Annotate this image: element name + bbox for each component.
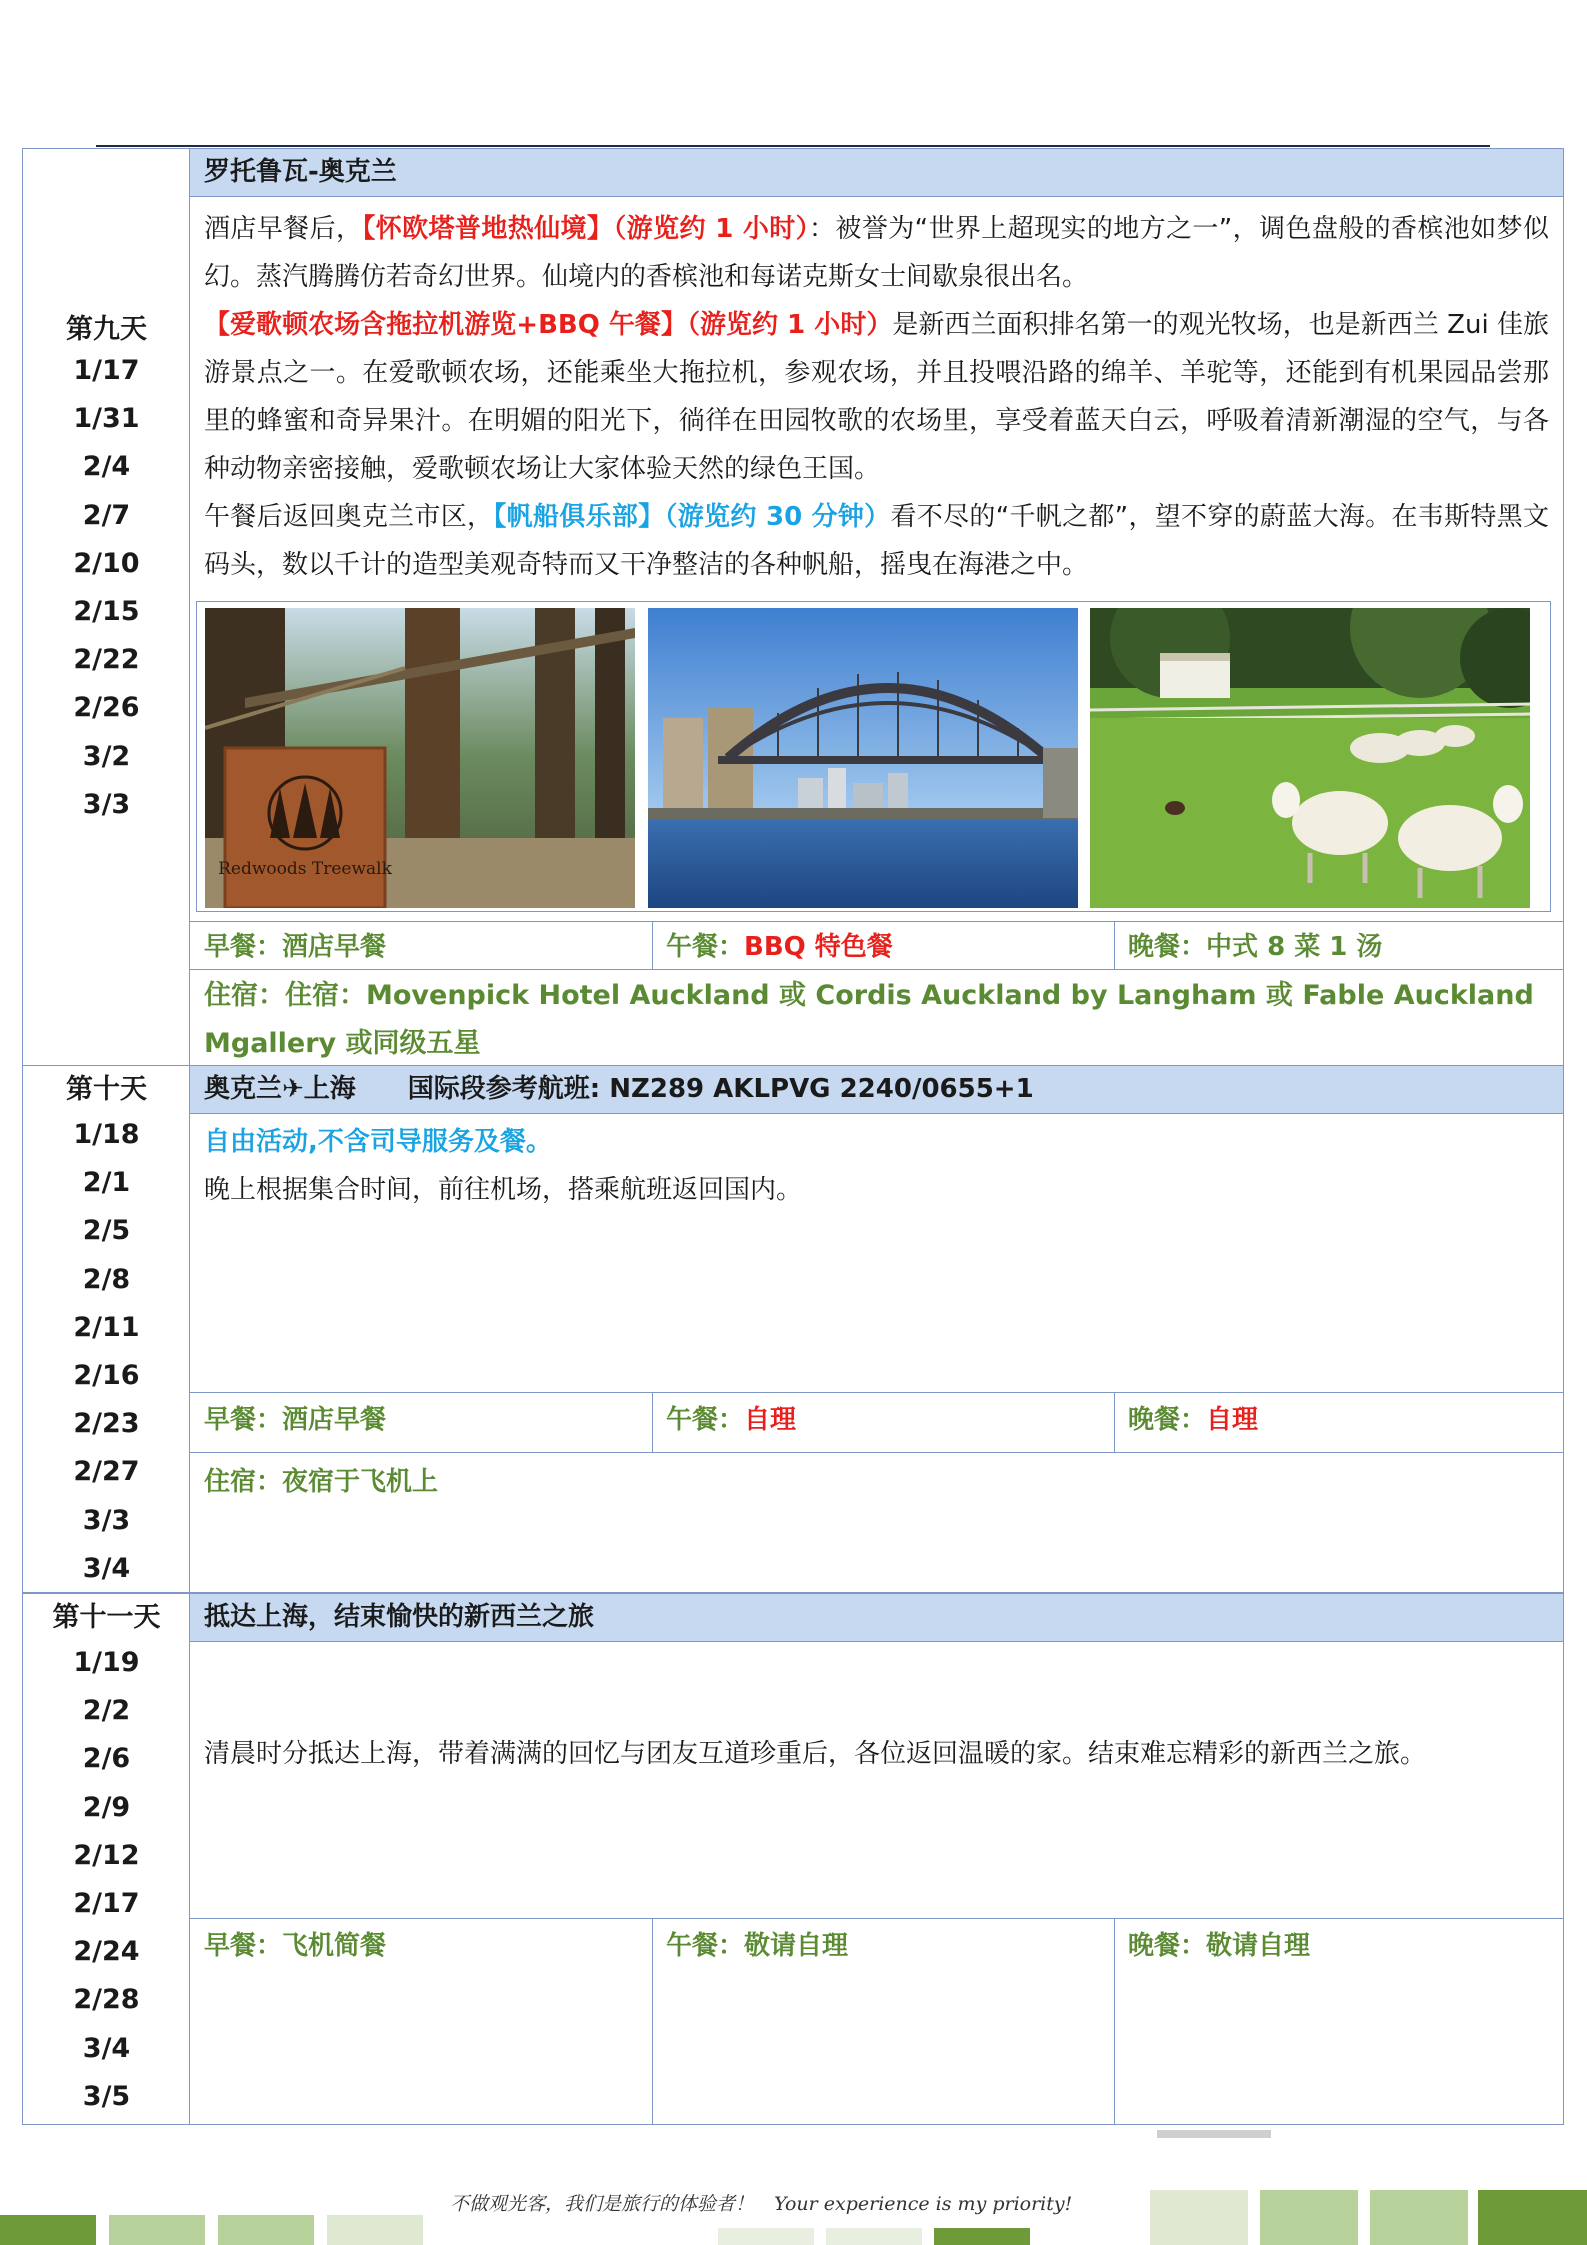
date: 2/1 xyxy=(82,1167,131,1199)
day11-dates xyxy=(23,1639,190,2121)
day10-dinner xyxy=(1114,1396,1560,1444)
divider xyxy=(190,969,1563,970)
day11-breakfast xyxy=(190,1922,652,1970)
text: 看不尽的“千帆之都”，望不穿的蔚蓝大海。在韦斯特黑文码头，数以千计的造型美观奇特而又干净整洁的各种帆船，摇曳在海港之中。 xyxy=(204,502,1549,580)
date: 2/10 xyxy=(73,547,140,579)
text: 是新西兰面积排名第一的观光牧场，也是新西兰 Zui 佳旅游景点之一。在爱歌顿农场，还能乘坐大拖拉机，参观农场，并且投喂沿路的绵羊、羊驼等，还能到有机果园品尝那里的蜂蜜和奇异果汁。在明媚的阳光下，徜徉在田园牧歌的农场里，享受着蓝天白云，呼吸着清新潮湿的空气，与各种动物亲密接触，爱歌顿农场让大家体验天然的绿色王国。 xyxy=(204,310,1549,484)
date: 2/11 xyxy=(73,1311,140,1343)
footer-tile xyxy=(327,2215,423,2245)
farm-sheep-photo xyxy=(1090,608,1530,908)
day11-itinerary-text: 清晨时分抵达上海，带着满满的回忆与团友互道珍重后，各位返回温暖的家。结束难忘精彩的新西兰之旅。 xyxy=(204,1739,1427,1769)
meal-value: 敬请自理 xyxy=(1206,1931,1311,1961)
text: 酒店早餐后， xyxy=(204,214,363,244)
day10-accommodation: 住宿：夜宿于飞机上 xyxy=(204,1467,439,1497)
date: 2/4 xyxy=(82,451,131,483)
day9-accommodation: 住宿：住宿：Movenpick Hotel Auckland 或 Cordis Auckland by Langham 或 Fable Auckland Mgallery 或同级五星 xyxy=(204,980,1534,1059)
meal-value: 酒店早餐 xyxy=(282,1405,387,1435)
page-marker xyxy=(1157,2130,1271,2138)
meal-label: 午餐： xyxy=(666,1405,745,1435)
day11-name: 第十一天 xyxy=(52,1602,161,1633)
divider xyxy=(190,921,1563,922)
meal-label: 晚餐： xyxy=(1128,1931,1207,1961)
footer-slogan xyxy=(450,2186,1130,2222)
day9-dinner xyxy=(1114,923,1560,971)
meal-label: 早餐： xyxy=(204,1405,283,1435)
day9-content xyxy=(190,149,1563,1065)
day10-itinerary-text: 晚上根据集合时间，前往机场，搭乘航班返回国内。 xyxy=(204,1175,803,1205)
day9-day-column xyxy=(23,149,190,1065)
day9-breakfast xyxy=(190,923,652,971)
date: 2/23 xyxy=(73,1408,140,1440)
footer-tile xyxy=(1150,2190,1248,2245)
meal-label: 晚餐： xyxy=(1128,932,1207,962)
attraction-sailing-club: 【帆船俱乐部】（游览约 30 分钟） xyxy=(493,502,891,532)
day11-route-header: 抵达上海，结束愉快的新西兰之旅 xyxy=(190,1594,1563,1642)
date: 2/15 xyxy=(73,595,140,627)
date: 2/22 xyxy=(73,644,140,676)
footer-tile xyxy=(1370,2190,1468,2245)
meal-label: 午餐： xyxy=(666,1931,745,1961)
top-rule xyxy=(96,145,1490,147)
day11-content xyxy=(190,1594,1563,2124)
meal-value: 敬请自理 xyxy=(744,1931,849,1961)
date: 3/3 xyxy=(82,788,131,820)
day10-name: 第十天 xyxy=(66,1074,147,1105)
divider xyxy=(190,1918,1563,1919)
text: 午餐后返回奥克兰市区， xyxy=(204,502,494,532)
meal-value: 自理 xyxy=(1206,1405,1259,1435)
footer-tile xyxy=(1260,2190,1358,2245)
day9-name: 第九天 xyxy=(66,314,147,345)
date: 3/4 xyxy=(82,1552,131,1584)
footer-tile xyxy=(1478,2190,1587,2245)
text: ：被誉为“世界上超现实的地方之一”，调色盘般的香槟池如梦似幻。蒸汽腾腾仿若奇幻世界。仙境内的香槟池和每诺克斯女士间歇泉很出名。 xyxy=(204,214,1549,292)
day10-lunch xyxy=(652,1396,1114,1444)
date: 3/4 xyxy=(82,2032,131,2064)
date: 2/7 xyxy=(82,499,131,531)
day11-day-column xyxy=(23,1594,190,2124)
date: 2/26 xyxy=(73,692,140,724)
redwoods-treewalk-photo xyxy=(205,608,635,908)
date: 2/17 xyxy=(73,1887,140,1919)
date: 3/5 xyxy=(82,2080,131,2112)
slogan-text-en: Your experience is my priority! xyxy=(774,2193,1073,2215)
footer-tile xyxy=(718,2228,814,2245)
day10-route-header: 奥克兰✈上海 国际段参考航班: NZ289 AKLPVG 2240/0655+1 xyxy=(190,1066,1563,1114)
date: 2/2 xyxy=(82,1695,131,1727)
meal-value: 自理 xyxy=(744,1405,797,1435)
day9-itinerary-text xyxy=(204,205,1549,589)
attraction-agrodome: 【爱歌顿农场含拖拉机游览+BBQ 午餐】（游览约 1 小时） xyxy=(204,310,893,340)
footer-tile xyxy=(826,2228,922,2245)
day10-block xyxy=(22,1066,1564,1593)
meal-label: 午餐： xyxy=(666,932,745,962)
date: 3/3 xyxy=(82,1504,131,1536)
divider xyxy=(190,1452,1563,1453)
harbour-bridge-photo xyxy=(648,608,1078,908)
footer-tile xyxy=(934,2228,1030,2245)
day11-dinner xyxy=(1114,1922,1560,1970)
meal-label: 早餐： xyxy=(204,932,283,962)
date: 2/27 xyxy=(73,1456,140,1488)
sign-text: Redwoods Treewalk xyxy=(218,859,392,879)
date: 2/6 xyxy=(82,1743,131,1775)
date: 2/28 xyxy=(73,1984,140,2016)
day11-lunch xyxy=(652,1922,1114,1970)
meal-value: 中式 8 菜 1 汤 xyxy=(1206,932,1383,962)
slogan-text: 不做观光客，我们是旅行的体验者！ xyxy=(450,2193,755,2215)
day10-day-column xyxy=(23,1066,190,1592)
date: 2/12 xyxy=(73,1839,140,1871)
day10-breakfast xyxy=(190,1396,652,1444)
day10-free-activity-note: 自由活动,不含司导服务及餐。 xyxy=(204,1127,552,1157)
date: 1/18 xyxy=(73,1119,140,1150)
date: 2/16 xyxy=(73,1359,140,1391)
day10-content xyxy=(190,1066,1563,1592)
meal-value: 酒店早餐 xyxy=(282,932,387,962)
footer-tile xyxy=(0,2215,96,2245)
date: 1/19 xyxy=(73,1647,140,1678)
date: 3/2 xyxy=(82,740,131,772)
day9-route-header: 罗托鲁瓦-奥克兰 xyxy=(190,149,1563,197)
day9-lunch xyxy=(652,923,1114,971)
date: 1/17 xyxy=(73,355,140,386)
footer-tile xyxy=(109,2215,205,2245)
date: 2/9 xyxy=(82,1791,131,1823)
date: 2/8 xyxy=(82,1263,131,1295)
day9-block xyxy=(22,148,1564,1066)
attraction-wai-o-tapu: 【怀欧塔普地热仙境】（游览约 1 小时） xyxy=(362,214,810,244)
meal-value: 飞机简餐 xyxy=(282,1931,387,1961)
day11-block xyxy=(22,1593,1564,2125)
meal-label: 早餐： xyxy=(204,1931,283,1961)
meal-value: BBQ 特色餐 xyxy=(744,932,893,962)
footer-tile xyxy=(218,2215,314,2245)
meal-label: 晚餐： xyxy=(1128,1405,1207,1435)
divider xyxy=(190,1392,1563,1393)
date: 2/5 xyxy=(82,1215,131,1247)
day10-dates xyxy=(23,1111,190,1593)
day9-dates xyxy=(23,347,190,829)
date: 1/31 xyxy=(73,403,140,435)
date: 2/24 xyxy=(73,1936,140,1968)
